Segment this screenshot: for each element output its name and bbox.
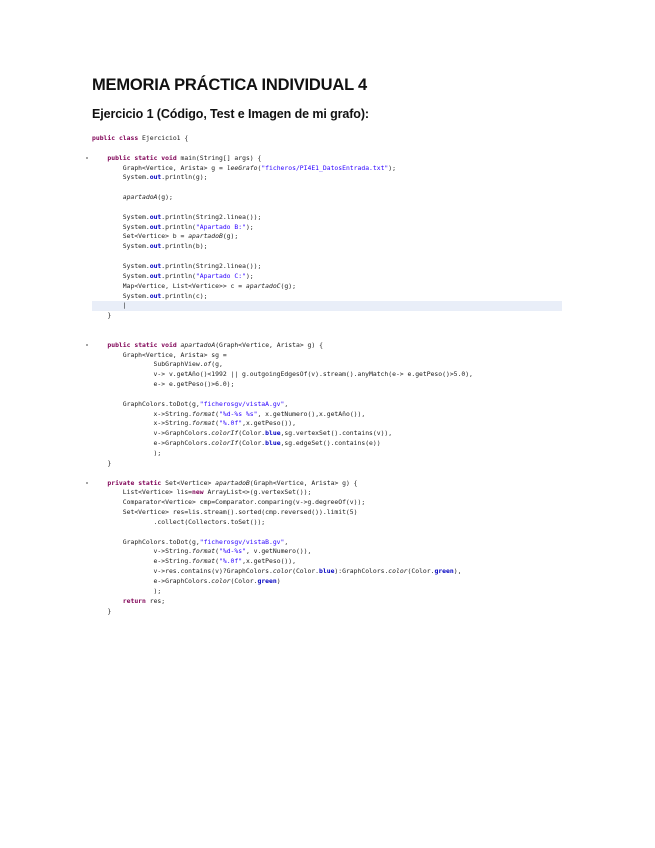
code-line bbox=[92, 134, 562, 144]
code-line bbox=[92, 213, 562, 223]
code-text: GraphColors.toDot(g,"ficherosgv/vistaB.gv", bbox=[92, 537, 289, 546]
code-line bbox=[92, 164, 562, 174]
code-text: public static void apartadoA(Graph<Vertice, Arista> g) { bbox=[107, 340, 323, 349]
code-line bbox=[92, 154, 562, 164]
code-text: Set<Vertice> res=lis.stream().sorted(cmp.reversed()).limit(5) bbox=[92, 508, 358, 517]
code-line bbox=[92, 607, 562, 617]
code-line bbox=[92, 203, 562, 213]
code-line bbox=[92, 341, 562, 351]
code-line bbox=[92, 292, 562, 302]
code-text: v->GraphColors.colorIf(Color.blue,sg.vertexSet().contains(v)), bbox=[92, 429, 393, 438]
code-line bbox=[92, 429, 562, 439]
code-line bbox=[92, 301, 562, 311]
code-line bbox=[92, 223, 562, 233]
code-listing bbox=[92, 134, 562, 616]
section-heading: Ejercicio 1 (Código, Test e Imagen de mi grafo): bbox=[92, 107, 369, 121]
code-line bbox=[92, 360, 562, 370]
code-text: return res; bbox=[122, 596, 166, 605]
code-text: private static Set<Vertice> apartadoB(Graph<Vertice, Arista> g) { bbox=[107, 478, 358, 487]
code-text: } bbox=[92, 458, 112, 467]
code-text: ); bbox=[92, 586, 162, 595]
document-title: MEMORIA PRÁCTICA INDIVIDUAL 4 bbox=[92, 76, 368, 94]
code-text: v->res.contains(v)?GraphColors.color(Color.blue):GraphColors.color(Color.green), bbox=[92, 567, 462, 576]
code-line bbox=[92, 262, 562, 272]
code-line bbox=[92, 380, 562, 390]
code-line bbox=[92, 459, 562, 469]
code-line bbox=[92, 400, 562, 410]
code-text: GraphColors.toDot(g,"ficherosgv/vistaA.gv", bbox=[92, 399, 289, 408]
code-line bbox=[92, 272, 562, 282]
fold-marker-icon bbox=[86, 482, 88, 484]
code-line bbox=[92, 311, 562, 321]
code-line bbox=[92, 449, 562, 459]
code-text: SubGraphView.of(g, bbox=[92, 360, 223, 369]
fold-marker-icon bbox=[86, 157, 88, 159]
code-line bbox=[92, 351, 562, 361]
fold-marker-icon bbox=[86, 344, 88, 346]
code-line bbox=[92, 597, 562, 607]
code-text: x->String.format("%.0f",x.getPeso()), bbox=[92, 419, 296, 428]
code-line bbox=[92, 567, 562, 577]
code-text: System.out.println(g); bbox=[92, 173, 208, 182]
code-text: Graph<Vertice, Arista> g = leeGrafo("ficheros/PI4E1_DatosEntrada.txt"); bbox=[92, 163, 396, 172]
code-line bbox=[92, 173, 562, 183]
code-line bbox=[92, 370, 562, 380]
code-line bbox=[92, 557, 562, 567]
code-line bbox=[92, 538, 562, 548]
code-line bbox=[92, 488, 562, 498]
code-text: Comparator<Vertice> cmp=Comparator.comparing(v->g.degreeOf(v)); bbox=[92, 498, 366, 507]
code-line bbox=[92, 479, 562, 489]
code-line bbox=[92, 193, 562, 203]
code-text: Graph<Vertice, Arista> sg = bbox=[92, 350, 227, 359]
code-line bbox=[92, 183, 562, 193]
code-line bbox=[92, 410, 562, 420]
code-line bbox=[92, 518, 562, 528]
code-line bbox=[92, 577, 562, 587]
code-text: .collect(Collectors.toSet()); bbox=[92, 517, 266, 526]
code-line bbox=[92, 439, 562, 449]
code-text: e->GraphColors.colorIf(Color.blue,sg.edgeSet().contains(e)) bbox=[92, 439, 381, 448]
code-text: } bbox=[92, 606, 112, 615]
code-text: System.out.println(b); bbox=[92, 242, 208, 251]
code-text: apartadoA(g); bbox=[122, 193, 173, 202]
code-text: System.out.println(String2.linea()); bbox=[92, 212, 262, 221]
code-text: System.out.println("Apartado B:"); bbox=[92, 222, 254, 231]
code-line bbox=[92, 242, 562, 252]
code-text: ); bbox=[92, 449, 162, 457]
code-line bbox=[92, 498, 562, 508]
code-text: public static void main(String[] args) { bbox=[107, 153, 262, 162]
code-text: System.out.println(c); bbox=[92, 291, 208, 300]
code-text: } bbox=[92, 311, 112, 320]
code-text: v-> v.getAño()<1992 || g.outgoingEdgesOf(v).stream().anyMatch(e-> e.getPeso()>5.0), bbox=[92, 370, 473, 379]
code-line bbox=[92, 419, 562, 429]
code-line bbox=[92, 547, 562, 557]
code-text: | bbox=[92, 301, 127, 310]
code-line bbox=[92, 331, 562, 341]
code-text: System.out.println("Apartado C:"); bbox=[92, 271, 254, 280]
code-line bbox=[92, 390, 562, 400]
code-line bbox=[92, 321, 562, 331]
code-text: v->String.format("%d-%s", v.getNumero()), bbox=[92, 547, 312, 556]
code-text: Set<Vertice> b = apartadoB(g); bbox=[92, 232, 239, 241]
code-text: System.out.println(String2.linea()); bbox=[92, 261, 262, 270]
code-line bbox=[92, 528, 562, 538]
code-line bbox=[92, 469, 562, 479]
code-text: e-> e.getPeso()>6.0); bbox=[92, 380, 235, 389]
code-text: e->String.format("%.0f",x.getPeso()), bbox=[92, 557, 296, 566]
code-text: Map<Vertice, List<Vertice>> c = apartadoC(g); bbox=[92, 281, 296, 290]
code-text: e->GraphColors.color(Color.green) bbox=[92, 576, 281, 585]
code-line bbox=[92, 282, 562, 292]
code-line bbox=[92, 144, 562, 154]
code-text: x->String.format("%d-%s %s", x.getNumero(),x.getAño()), bbox=[92, 409, 366, 418]
code-text: public class Ejercicio1 { bbox=[92, 134, 189, 142]
code-text: List<Vertice> lis=new ArrayList<>(g.vertexSet()); bbox=[92, 488, 312, 497]
code-line bbox=[92, 232, 562, 242]
code-line bbox=[92, 587, 562, 597]
code-line bbox=[92, 252, 562, 262]
code-line bbox=[92, 508, 562, 518]
